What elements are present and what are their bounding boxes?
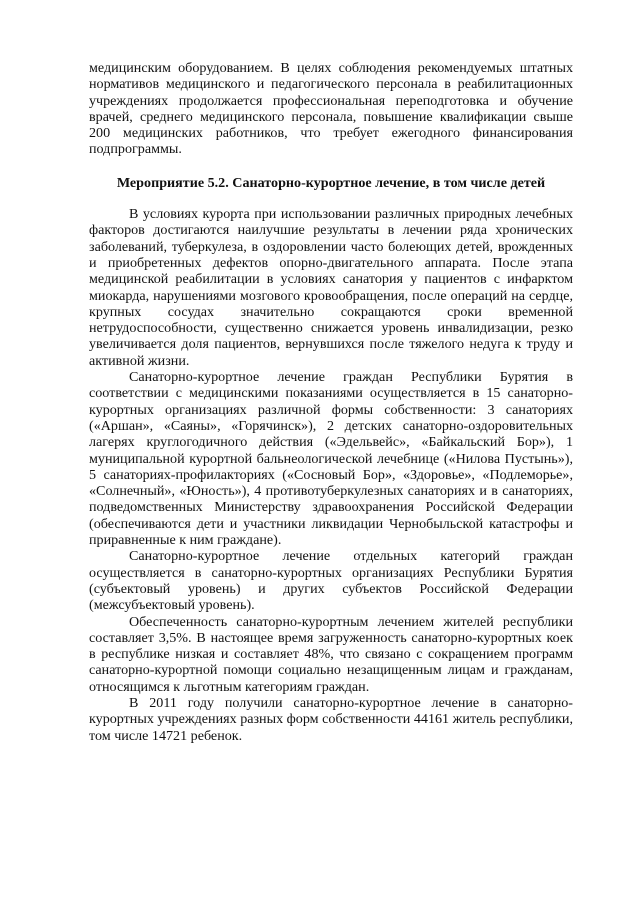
document-page	[89, 60, 573, 744]
paragraph-provision: Обеспеченность санаторно-курортным лечением жителей республики составляет 3,5%. В настоящее время загруженность санаторно-курортных коек в республике низкая и составляет 48%, что связано с сокращением программ санаторно-курортной помощи социально незащищенным лицам и гражданам, относящимся к льготным категориям граждан.	[89, 613, 573, 695]
paragraph-resort-benefits: В условиях курорта при использовании различных природных лечебных факторов достигаются наилучшие результаты в лечении ряда хронических заболеваний, туберкулеза, в оздоровлении часто болеющих детей, врожденных и приобретенных дефектов опорно-двигательного аппарата. После этапа медицинской реабилитации в условиях санатория у пациентов с инфарктом миокарда, нарушениями мозгового кровообращения, после операций на сердце, крупных сосудах значительно сокращаются сроки временной нетрудоспособности, существенно снижается уровень инвалидизации, резко увеличивается доля пациентов, вернувшихся после тяжелого недуга к труду и активной жизни.	[89, 206, 573, 369]
paragraph-2011-stats: В 2011 году получили санаторно-курортное лечение в санаторно-курортных учреждениях разных форм собственности 44161 житель республики, том числе 14721 ребенок.	[89, 694, 573, 744]
paragraph-categories: Санаторно-курортное лечение отдельных категорий граждан осуществляется в санаторно-курортных организациях Республики Бурятия (субъектовый уровень) и других субъектов Российской Федерации (межсубъектовый уровень).	[89, 548, 573, 614]
paragraph-resort-organizations: Санаторно-курортное лечение граждан Республики Бурятия в соответствии с медицинскими показаниями осуществляется в 15 санаторно-курортных организациях различной формы собственности: 3 санаториях («Аршан», «Саяны», «Горячинск»), 2 детских санаторно-оздоровительных лагерях круглогодичного действия («Эдельвейс», «Байкальский Бор»), 1 муниципальной курортной бальнеологической лечебнице («Нилова Пустынь»), 5 санаториях-профилакториях («Сосновый Бор», «Здоровье», «Подлеморье», «Солнечный», «Юность»), 4 противотуберкулезных санаториях и в санаториях, подведомственных Министерству здравоохранения Российской Федерации (обеспечиваются дети и участники ликвидации Чернобыльской катастрофы и приравненные к ним граждане).	[89, 369, 573, 549]
section-heading: Мероприятие 5.2. Санаторно-курортное лечение, в том числе детей	[116, 174, 546, 191]
intro-paragraph: медицинским оборудованием. В целях соблюдения рекомендуемых штатных нормативов медицинского и педагогического персонала в реабилитационных учреждениях продолжается профессиональная переподготовка и обучение врачей, среднего медицинского персонала, повышение квалификации свыше 200 медицинских работников, что требует ежегодного финансирования подпрограммы.	[89, 60, 573, 158]
